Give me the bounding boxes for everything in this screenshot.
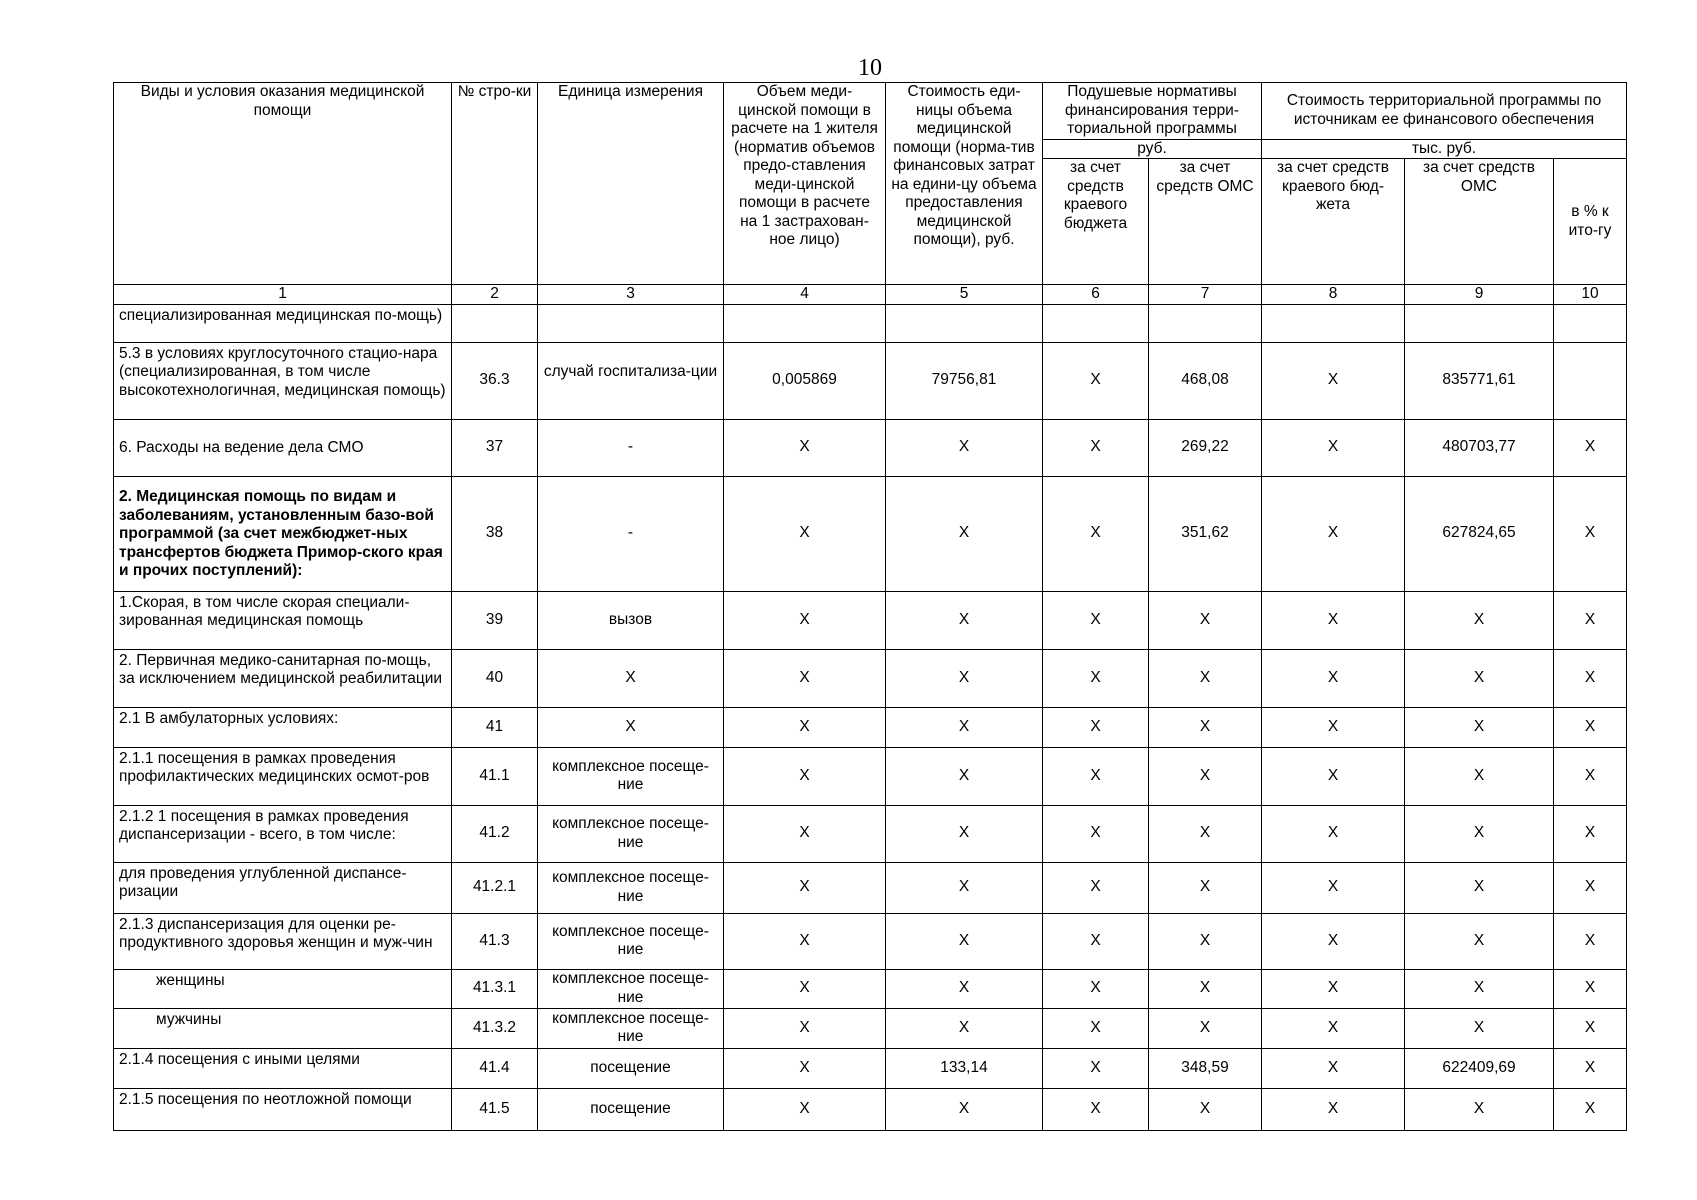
row-label: мужчины [114,1008,452,1048]
column-number: 1 [114,285,452,305]
header-unit-thous-rub: тыс. руб. [1262,139,1627,159]
row-percent: X [1554,649,1627,707]
table-row [114,805,1627,862]
row-volume: X [724,649,886,707]
column-number: 5 [886,285,1043,305]
row-unit [538,304,724,342]
row-percent: X [1554,969,1627,1008]
table-body [114,304,1627,1130]
row-percapita-budget: X [1043,1088,1149,1130]
header-oms: за счет средств ОМС [1149,159,1262,285]
table-row [114,707,1627,747]
row-unit-cost: X [886,1088,1043,1130]
row-percapita-oms: X [1149,862,1262,913]
row-cost-budget: X [1262,342,1405,419]
row-cost-oms: 835771,61 [1405,342,1554,419]
row-volume: X [724,591,886,649]
row-unit: комплексное посеще-ние [538,747,724,805]
row-cost-oms: X [1405,707,1554,747]
header-cost-group: Стоимость территориальной программы по источникам ее финансового обеспечения [1262,83,1627,140]
row-percapita-oms: 468,08 [1149,342,1262,419]
row-percent: X [1554,1008,1627,1048]
row-unit-cost [886,304,1043,342]
row-number: 41.2.1 [452,862,538,913]
row-unit: комплексное посеще-ние [538,862,724,913]
row-percapita-budget: X [1043,342,1149,419]
row-unit-cost: X [886,969,1043,1008]
row-volume: X [724,1088,886,1130]
row-percent: X [1554,707,1627,747]
row-percapita-budget: X [1043,969,1149,1008]
row-percapita-budget: X [1043,1048,1149,1088]
table-row [114,476,1627,591]
row-volume [724,304,886,342]
row-cost-budget: X [1262,805,1405,862]
row-number: 41.5 [452,1088,538,1130]
row-number: 41.1 [452,747,538,805]
table-row [114,304,1627,342]
row-percent: X [1554,1048,1627,1088]
header-unit-cost: Стоимость еди-ницы объема медицинской помощи (норма-тив финансовых затрат на едини-цу объема предоставления медицинской помощи), руб. [886,83,1043,285]
row-percent [1554,342,1627,419]
row-percent [1554,304,1627,342]
row-cost-budget: X [1262,1008,1405,1048]
row-label: 2.1.3 диспансеризация для оценки ре-продуктивного здоровья женщин и муж-чин [114,913,452,969]
row-number: 41.3.2 [452,1008,538,1048]
row-percent: X [1554,862,1627,913]
row-percent: X [1554,913,1627,969]
row-label: 6. Расходы на ведение дела СМО [114,419,452,476]
row-unit: X [538,649,724,707]
row-label: 2.1.1 посещения в рамках проведения профилактических медицинских осмот-ров [114,747,452,805]
row-percapita-budget: X [1043,913,1149,969]
row-unit: комплексное посеще-ние [538,805,724,862]
row-cost-oms: X [1405,805,1554,862]
row-unit: комплексное посеще-ние [538,1008,724,1048]
header-kind: Виды и условия оказания медицинской помощи [114,83,452,285]
row-volume: 0,005869 [724,342,886,419]
row-unit: - [538,476,724,591]
row-unit-cost: X [886,649,1043,707]
row-volume: X [724,969,886,1008]
row-cost-budget [1262,304,1405,342]
row-percapita-budget: X [1043,649,1149,707]
row-volume: X [724,913,886,969]
row-unit-cost: X [886,913,1043,969]
row-cost-oms: X [1405,969,1554,1008]
column-number: 7 [1149,285,1262,305]
row-label: женщины [114,969,452,1008]
row-volume: X [724,1048,886,1088]
row-cost-budget: X [1262,1088,1405,1130]
row-percapita-oms [1149,304,1262,342]
row-percent: X [1554,747,1627,805]
table-row [114,913,1627,969]
header-percent: в % к ито-гу [1554,159,1627,285]
column-number: 2 [452,285,538,305]
row-number: 39 [452,591,538,649]
row-unit-cost: X [886,476,1043,591]
financing-table [113,82,1627,1131]
row-cost-budget: X [1262,649,1405,707]
row-percapita-oms: X [1149,591,1262,649]
row-unit-cost: X [886,862,1043,913]
row-percapita-oms: X [1149,969,1262,1008]
row-percapita-oms: 269,22 [1149,419,1262,476]
header-row-number: № стро-ки [452,83,538,285]
row-number: 41.2 [452,805,538,862]
row-unit-cost: X [886,1008,1043,1048]
row-cost-oms: X [1405,1088,1554,1130]
row-unit-cost: X [886,707,1043,747]
row-unit-cost: X [886,591,1043,649]
header-regional-budget: за счет средств краевого бюджета [1043,159,1149,285]
row-cost-oms: X [1405,747,1554,805]
column-number: 10 [1554,285,1627,305]
row-volume: X [724,747,886,805]
column-number: 8 [1262,285,1405,305]
row-percapita-budget: X [1043,591,1149,649]
table-row [114,862,1627,913]
row-volume: X [724,707,886,747]
row-percapita-budget: X [1043,862,1149,913]
row-number: 41 [452,707,538,747]
row-unit: - [538,419,724,476]
row-label: 2. Медицинская помощь по видам и заболеваниям, установленным базо-вой программой (за счет межбюджет-ных трансфертов бюджета Примор-ского края и прочих поступлений): [114,476,452,591]
row-unit: случай госпитализа-ции [538,342,724,419]
table-row [114,342,1627,419]
row-cost-oms: X [1405,1008,1554,1048]
row-volume: X [724,805,886,862]
row-volume: X [724,862,886,913]
row-percapita-oms: 351,62 [1149,476,1262,591]
row-percapita-budget: X [1043,805,1149,862]
row-volume: X [724,419,886,476]
row-cost-budget: X [1262,476,1405,591]
row-percapita-budget: X [1043,419,1149,476]
header-oms-cost: за счет средств ОМС [1405,159,1554,285]
page-number: 10 [858,55,882,81]
row-number: 41.3.1 [452,969,538,1008]
row-percent: X [1554,476,1627,591]
row-percapita-oms: X [1149,913,1262,969]
row-percapita-oms: X [1149,1088,1262,1130]
row-cost-budget: X [1262,419,1405,476]
column-number: 6 [1043,285,1149,305]
row-number: 41.4 [452,1048,538,1088]
row-percapita-budget [1043,304,1149,342]
row-percapita-oms: X [1149,649,1262,707]
row-unit: комплексное посеще-ние [538,969,724,1008]
row-number: 37 [452,419,538,476]
row-cost-budget: X [1262,747,1405,805]
row-percapita-budget: X [1043,476,1149,591]
row-percapita-oms: X [1149,707,1262,747]
header-unit: Единица измерения [538,83,724,285]
table-row [114,419,1627,476]
header-unit-rub: руб. [1043,139,1262,159]
row-cost-budget: X [1262,862,1405,913]
header-percapita-group: Подушевые нормативы финансирования терри-ториальной программы [1043,83,1262,140]
row-label: для проведения углубленной диспансе-ризации [114,862,452,913]
table-row [114,1048,1627,1088]
row-percent: X [1554,805,1627,862]
column-number: 3 [538,285,724,305]
row-unit-cost: 133,14 [886,1048,1043,1088]
row-unit: посещение [538,1048,724,1088]
row-percapita-oms: X [1149,805,1262,862]
row-unit-cost: X [886,805,1043,862]
row-cost-budget: X [1262,913,1405,969]
row-label: 2. Первичная медико-санитарная по-мощь, за исключением медицинской реабилитации [114,649,452,707]
row-volume: X [724,476,886,591]
table-header [114,83,1627,305]
table-row [114,747,1627,805]
row-number: 38 [452,476,538,591]
row-label: 2.1.4 посещения с иными целями [114,1048,452,1088]
row-percent: X [1554,1088,1627,1130]
row-unit: посещение [538,1088,724,1130]
row-cost-budget: X [1262,707,1405,747]
row-unit-cost: 79756,81 [886,342,1043,419]
table-row [114,969,1627,1008]
row-number: 40 [452,649,538,707]
row-percent: X [1554,419,1627,476]
row-unit: X [538,707,724,747]
row-percapita-budget: X [1043,707,1149,747]
row-cost-oms: 622409,69 [1405,1048,1554,1088]
row-number: 41.3 [452,913,538,969]
row-label: 5.3 в условиях круглосуточного стацио-нара (специализированная, в том числе высокотехнологичная, медицинская помощь) [114,342,452,419]
row-cost-oms [1405,304,1554,342]
row-number [452,304,538,342]
row-percapita-oms: X [1149,747,1262,805]
column-number: 9 [1405,285,1554,305]
row-cost-budget: X [1262,969,1405,1008]
table-row [114,1008,1627,1048]
table-row [114,591,1627,649]
row-unit: вызов [538,591,724,649]
header-regional-budget-cost: за счет средств краевого бюд-жета [1262,159,1405,285]
row-label: специализированная медицинская по-мощь) [114,304,452,342]
row-percapita-oms: 348,59 [1149,1048,1262,1088]
row-cost-budget: X [1262,1048,1405,1088]
row-percapita-budget: X [1043,747,1149,805]
header-volume: Объем меди-цинской помощи в расчете на 1 жителя (норматив объемов предо-ставления меди-цинской помощи в расчете на 1 застрахован-ное лицо) [724,83,886,285]
row-label: 2.1.2 1 посещения в рамках проведения диспансеризации - всего, в том числе: [114,805,452,862]
row-label: 1.Скорая, в том числе скорая специали-зированная медицинская помощь [114,591,452,649]
row-percapita-oms: X [1149,1008,1262,1048]
row-cost-oms: X [1405,591,1554,649]
row-percent: X [1554,591,1627,649]
row-unit: комплексное посеще-ние [538,913,724,969]
table-row [114,1088,1627,1130]
row-percapita-budget: X [1043,1008,1149,1048]
column-number: 4 [724,285,886,305]
row-cost-oms: X [1405,649,1554,707]
row-volume: X [724,1008,886,1048]
row-cost-oms: 627824,65 [1405,476,1554,591]
row-label: 2.1.5 посещения по неотложной помощи [114,1088,452,1130]
row-unit-cost: X [886,419,1043,476]
table-row [114,649,1627,707]
row-cost-oms: X [1405,862,1554,913]
row-label: 2.1 В амбулаторных условиях: [114,707,452,747]
row-number: 36.3 [452,342,538,419]
column-numbers-row [114,285,1627,305]
row-cost-oms: 480703,77 [1405,419,1554,476]
row-unit-cost: X [886,747,1043,805]
row-cost-oms: X [1405,913,1554,969]
row-cost-budget: X [1262,591,1405,649]
